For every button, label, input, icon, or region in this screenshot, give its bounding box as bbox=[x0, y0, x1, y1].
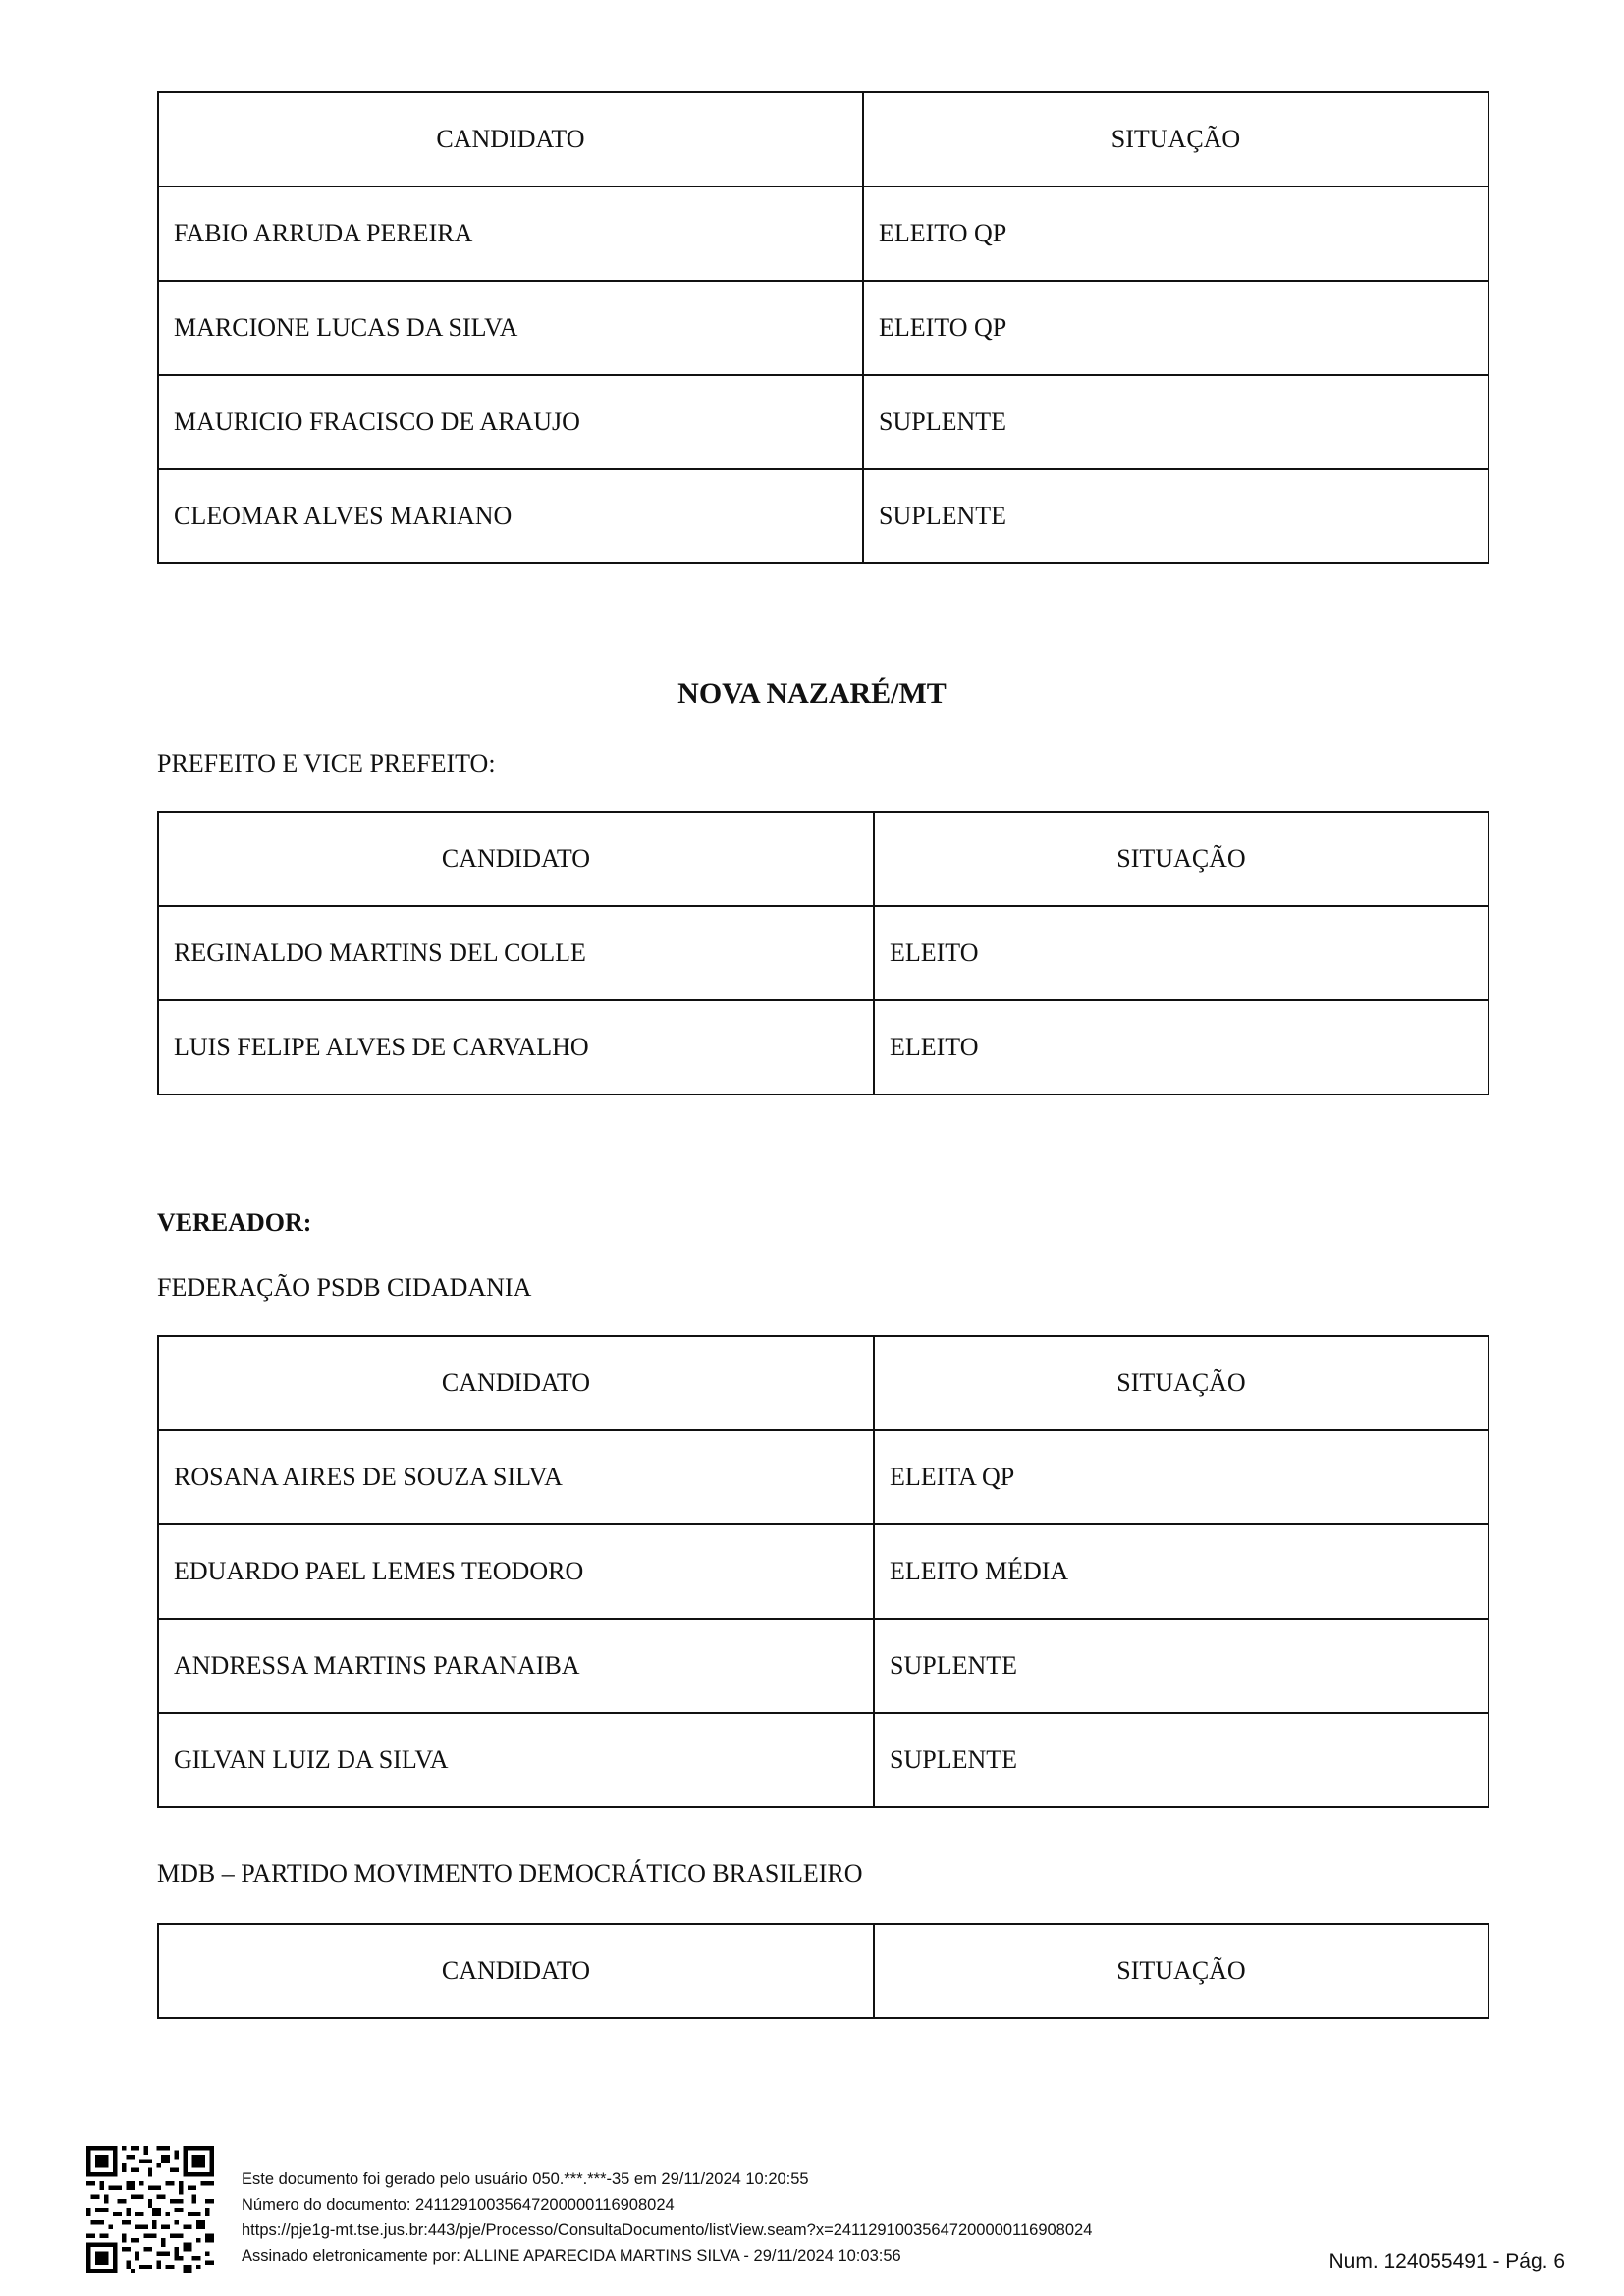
table-row bbox=[158, 1713, 1489, 1807]
header-candidato: CANDIDATO bbox=[158, 92, 863, 187]
table-header-row bbox=[158, 812, 1489, 906]
candidate-name: GILVAN LUIZ DA SILVA bbox=[158, 1713, 874, 1807]
candidate-status: ELEITO MÉDIA bbox=[874, 1524, 1489, 1619]
candidate-status: ELEITO QP bbox=[863, 187, 1489, 281]
candidate-name: LUIS FELIPE ALVES DE CARVALHO bbox=[158, 1000, 874, 1095]
candidate-status: SUPLENTE bbox=[863, 469, 1489, 563]
candidates-table-psdb bbox=[157, 1335, 1489, 1808]
candidate-name: FABIO ARRUDA PEREIRA bbox=[158, 187, 863, 281]
candidate-name: REGINALDO MARTINS DEL COLLE bbox=[158, 906, 874, 1000]
table-row bbox=[158, 906, 1489, 1000]
candidate-status: SUPLENTE bbox=[874, 1619, 1489, 1713]
candidate-name: CLEOMAR ALVES MARIANO bbox=[158, 469, 863, 563]
party-label-mdb: MDB – PARTIDO MOVIMENTO DEMOCRÁTICO BRASILEIRO bbox=[157, 1859, 863, 1888]
header-candidato: CANDIDATO bbox=[158, 1924, 874, 2018]
header-candidato: CANDIDATO bbox=[158, 1336, 874, 1430]
page-number: Num. 124055491 - Pág. 6 bbox=[1328, 2250, 1565, 2272]
header-candidato: CANDIDATO bbox=[158, 812, 874, 906]
table-row bbox=[158, 1430, 1489, 1524]
prefeito-label: PREFEITO E VICE PREFEITO: bbox=[157, 749, 496, 777]
table-row bbox=[158, 469, 1489, 563]
table-row bbox=[158, 1000, 1489, 1095]
candidate-name: MARCIONE LUCAS DA SILVA bbox=[158, 281, 863, 375]
candidate-name: ANDRESSA MARTINS PARANAIBA bbox=[158, 1619, 874, 1713]
party-label-psdb: FEDERAÇÃO PSDB CIDADANIA bbox=[157, 1273, 532, 1302]
city-title: NOVA NAZARÉ/MT bbox=[677, 677, 947, 710]
footer-signature-line: Assinado eletronicamente por: ALLINE APARECIDA MARTINS SILVA - 29/11/2024 10:03:56 bbox=[242, 2247, 901, 2265]
candidate-status: SUPLENTE bbox=[863, 375, 1489, 469]
candidates-table-1 bbox=[157, 91, 1489, 564]
table-header-row bbox=[158, 1924, 1489, 2018]
candidate-name: MAURICIO FRACISCO DE ARAUJO bbox=[158, 375, 863, 469]
footer-generated-line: Este documento foi gerado pelo usuário 050.***.***-35 em 29/11/2024 10:20:55 bbox=[242, 2170, 809, 2188]
candidate-name: ROSANA AIRES DE SOUZA SILVA bbox=[158, 1430, 874, 1524]
candidate-status: ELEITO QP bbox=[863, 281, 1489, 375]
header-situacao: SITUAÇÃO bbox=[874, 1336, 1489, 1430]
table-header-row bbox=[158, 1336, 1489, 1430]
candidates-table-prefeito bbox=[157, 811, 1489, 1095]
table-row bbox=[158, 1524, 1489, 1619]
candidate-status: SUPLENTE bbox=[874, 1713, 1489, 1807]
footer-document-link[interactable]: https://pje1g-mt.tse.jus.br:443/pje/Processo/ConsultaDocumento/listView.seam?x=24112910035647200000116908024 bbox=[242, 2221, 1093, 2239]
table-row bbox=[158, 281, 1489, 375]
candidates-table-mdb bbox=[157, 1923, 1489, 2019]
candidate-name: EDUARDO PAEL LEMES TEODORO bbox=[158, 1524, 874, 1619]
vereador-label: VEREADOR: bbox=[157, 1208, 312, 1237]
candidate-status: ELEITA QP bbox=[874, 1430, 1489, 1524]
header-situacao: SITUAÇÃO bbox=[874, 812, 1489, 906]
table-row bbox=[158, 1619, 1489, 1713]
table-header-row bbox=[158, 92, 1489, 187]
table-row bbox=[158, 187, 1489, 281]
qr-code-icon bbox=[86, 2146, 214, 2273]
footer-document-number: Número do documento: 24112910035647200000116908024 bbox=[242, 2196, 675, 2214]
candidate-status: ELEITO bbox=[874, 1000, 1489, 1095]
header-situacao: SITUAÇÃO bbox=[863, 92, 1489, 187]
header-situacao: SITUAÇÃO bbox=[874, 1924, 1489, 2018]
table-row bbox=[158, 375, 1489, 469]
candidate-status: ELEITO bbox=[874, 906, 1489, 1000]
